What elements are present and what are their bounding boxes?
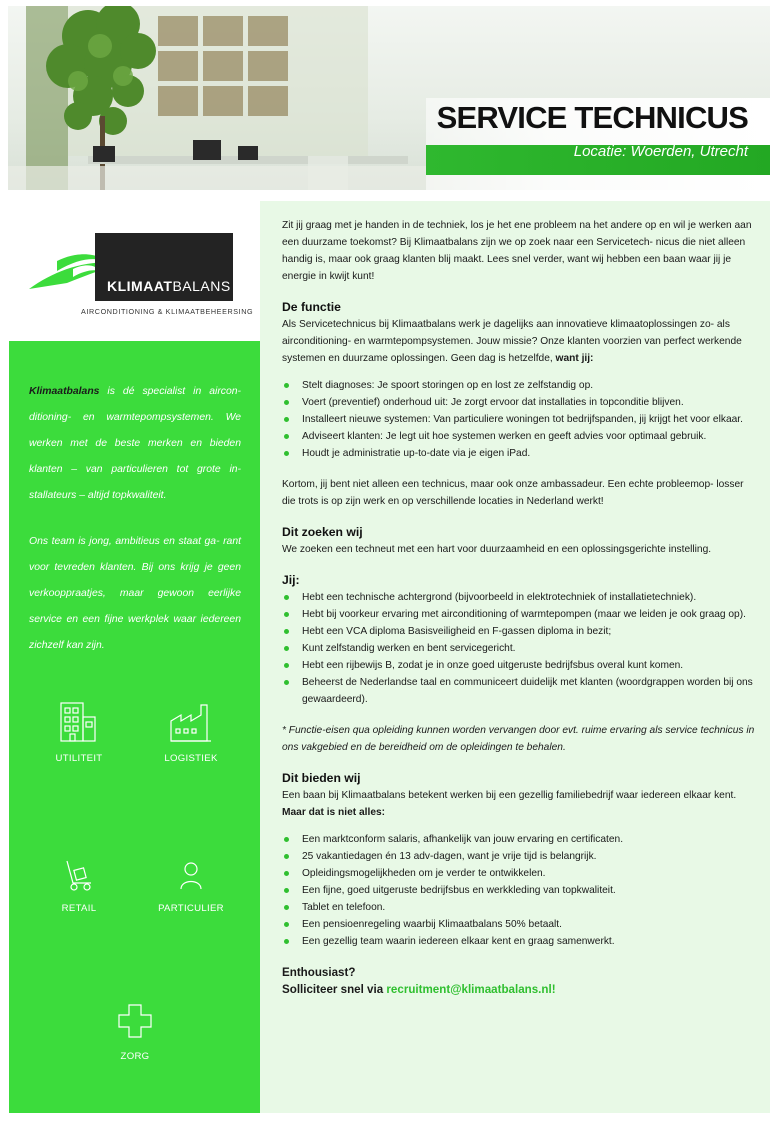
list-item: Een gezellig team waarin iedereen elkaar kent en graag samenwerkt. [282, 933, 758, 950]
you-heading: Jij: [282, 573, 300, 587]
requirements-note: * Functie-eisen qua opleiding kunnen worden vervangen door evt. ruime ervaring als service technicus in ons vakgebied en de bereidheid om de opleidingen te behalen. [282, 725, 755, 753]
main-content [260, 201, 770, 1113]
requirement-list [282, 589, 758, 708]
list-item: Adviseert klanten: Je legt uit hoe systemen werken en geeft advies voor optimaal gebruik. [282, 428, 758, 445]
header-banner [8, 6, 770, 190]
search-heading: Dit zoeken wij [282, 525, 363, 539]
category-utiliteit [29, 699, 129, 764]
list-item: Een marktconform salaris, afhankelijk van jouw ervaring en certificaten. [282, 831, 758, 848]
hand-truck-icon [59, 857, 99, 893]
factory-icon [167, 699, 215, 743]
search-paragraph: We zoeken een techneut met een hart voor duurzaamheid en een oplossingsgerichte instelling. [282, 544, 712, 555]
task-list [282, 377, 758, 462]
sidebar-intro: Klimaatbalans is dé specialist in aircon- ditioning- en warmtepompsystemen. We werken met de beste merken en bieden klanten – van particulieren tot grote in- stallateurs – altijd topkwaliteit. [29, 386, 241, 502]
list-item: Tablet en telefoon. [282, 899, 758, 916]
function-paragraph: Als Servicetechnicus bij Klimaatbalans werk je dagelijks aan innovatieve klimaatoplossingen zo- als airconditioning- en warmtepompsystemen. Jouw missie? Onze klanten voorzien van perfect werkende systemen en duurzame oplossingen. Geen dag is hetzelfde, want jij: [282, 319, 742, 364]
list-item: 25 vakantiedagen én 13 adv-dagen, want je vrije tijd is belangrijk. [282, 848, 758, 865]
category-logistiek [141, 699, 241, 764]
category-label: PARTICULIER [158, 903, 224, 914]
building-icon [57, 699, 101, 743]
category-particulier [141, 857, 241, 914]
list-item: Hebt een VCA diploma Basisveiligheid en F-gassen diploma in bezit; [282, 623, 758, 640]
list-item: Houdt je administratie up-to-date via je eigen iPad. [282, 445, 758, 462]
medical-cross-icon [115, 1001, 155, 1041]
logo-area [9, 201, 260, 341]
list-item: Kunt zelfstandig werken en bent servicegericht. [282, 640, 758, 657]
category-label: UTILITEIT [55, 753, 103, 764]
logo-wordmark: KLIMAATBALANS [107, 278, 231, 294]
function-heading: De functie [282, 300, 341, 314]
cta-heading: Enthousiast? [282, 966, 356, 979]
logo-tagline: AIRCONDITIONING & KLIMAATBEHEERSING [81, 307, 254, 316]
sidebar [9, 201, 260, 1113]
list-item: Stelt diagnoses: Je spoort storingen op en lost ze zelfstandig op. [282, 377, 758, 394]
summary-paragraph: Kortom, jij bent niet alleen een technicus, maar ook onze ambassadeur. Een echte probleemop- losser die trots is op zijn werk en op verschillende locaties in Nederland werkt! [282, 479, 744, 507]
category-retail [29, 857, 129, 914]
job-title: SERVICE TECHNICUS [436, 100, 748, 135]
person-icon [173, 857, 209, 893]
list-item: Een pensioenregeling waarbij Klimaatbalans 50% betaalt. [282, 916, 758, 933]
recruitment-email-link[interactable]: recruitment@klimaatbalans.nl! [386, 983, 556, 996]
category-label: LOGISTIEK [164, 753, 218, 764]
list-item: Hebt een rijbewijs B, zodat je in onze goed uitgeruste bedrijfsbus overal kunt komen. [282, 657, 758, 674]
list-item: Installeert nieuwe systemen: Van particuliere woningen tot bedrijfspanden, jij krijgt het voor elkaar. [282, 411, 758, 428]
category-label: ZORG [120, 1051, 150, 1062]
job-location: Locatie: Woerden, Utrecht [573, 143, 748, 160]
intro-paragraph: Zit jij graag met je handen in de techniek, los je het ene probleem na het andere op en wil je werken aan een duurzame toekomst? Bij Klimaatbalans zijn we op zoek naar een Servicetech- nicus die niet alleen handig is, maar ook graag klanten blij maakt. Lees snel verder, want wij hebben een baan waar jij je energie in kwijt kunt! [282, 220, 752, 282]
vacancy-text [282, 217, 758, 998]
list-item: Opleidingsmogelijkheden om je verder te ontwikkelen. [282, 865, 758, 882]
offer-heading: Dit bieden wij [282, 771, 361, 785]
list-item: Een fijne, goed uitgeruste bedrijfsbus en werkkleding van topkwaliteit. [282, 882, 758, 899]
list-item: Voert (preventief) onderhoud uit: Je zorgt ervoor dat installaties in topconditie blijven. [282, 394, 758, 411]
benefit-list [282, 831, 758, 950]
list-item: Beheerst de Nederlandse taal en communiceert duidelijk met klanten (woordgrappen worden bij ons gewaardeerd). [282, 674, 758, 708]
category-zorg [85, 1001, 185, 1062]
category-label: RETAIL [61, 903, 97, 914]
cta-line: Solliciteer snel via recruitment@klimaatbalans.nl! [282, 983, 556, 996]
list-item: Hebt bij voorkeur ervaring met airconditioning of warmtepompen (maar we leiden je ook graag op). [282, 606, 758, 623]
offer-paragraph: Een baan bij Klimaatbalans betekent werken bij een gezellig familiebedrijf waar iedereen elkaar kent. Maar dat is niet alles: [282, 790, 737, 818]
sidebar-team: Ons team is jong, ambitieus en staat ga- rant voor tevreden klanten. Bij ons krijg je geen verkooppraatjes, maar gewoon eerlijke service en een fijne werkplek waar iedereen zichzelf kan zijn. [29, 536, 241, 652]
list-item: Hebt een technische achtergrond (bijvoorbeeld in elektrotechniek of installatietechniek). [282, 589, 758, 606]
